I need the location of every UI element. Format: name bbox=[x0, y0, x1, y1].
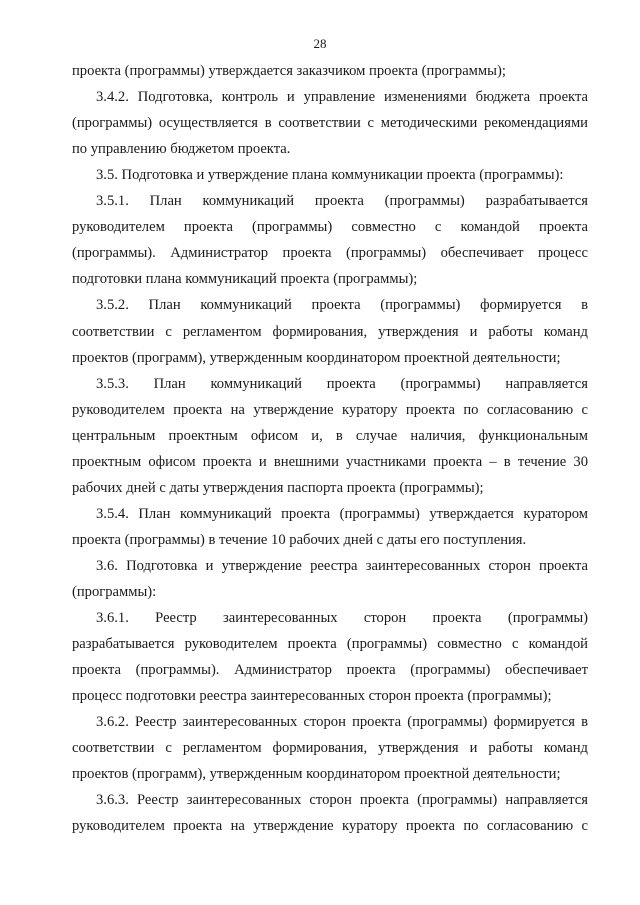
page-number: 28 bbox=[313, 36, 327, 51]
text-line-content: 3.5.2. План коммуникаций проекта (программы) формируется в bbox=[96, 297, 588, 314]
text-line-content: 3.5. Подготовка и утверждение плана коммуникации проекта (программы): bbox=[96, 167, 564, 184]
text-line-content: проектов (программ), утвержденным координатором проектной деятельности; bbox=[72, 349, 561, 366]
text-line-content: 3.6.1. Реестр заинтересованных сторон проекта (программы) bbox=[96, 610, 588, 627]
text-line-content: 3.5.4. План коммуникаций проекта (программы) утверждается куратором bbox=[96, 505, 588, 522]
text-line bbox=[96, 557, 588, 575]
text-line-content: проекта (программы) утверждается заказчиком проекта (программы); bbox=[72, 63, 506, 79]
text-line bbox=[72, 635, 588, 653]
text-line bbox=[72, 765, 588, 783]
text-line-content: 3.6.3. Реестр заинтересованных сторон проекта (программы) направляется bbox=[96, 792, 588, 809]
text-line bbox=[72, 270, 588, 288]
text-line-content: проектов (программ), утвержденным координатором проектной деятельности; bbox=[72, 766, 561, 783]
text-line bbox=[72, 323, 588, 341]
text-line-content: руководителем проекта на утверждение куратору проекта по согласованию с bbox=[72, 818, 588, 835]
text-line-content: соответствии с регламентом формирования, утверждения и работы команд bbox=[72, 740, 588, 757]
text-line-content: 3.5.1. План коммуникаций проекта (программы) разрабатывается bbox=[96, 193, 588, 210]
text-line bbox=[96, 166, 588, 184]
text-line bbox=[72, 401, 588, 419]
text-line-content: проекта (программы). Администратор проекта (программы) обеспечивает bbox=[72, 662, 588, 679]
text-line-content: (программы) осуществляется в соответствии с методическими рекомендациями bbox=[72, 115, 588, 132]
text-line bbox=[72, 739, 588, 757]
text-line bbox=[96, 192, 588, 210]
text-line-content: руководителем проекта на утверждение куратору проекта по согласованию с bbox=[72, 401, 588, 418]
text-line-content: (программы): bbox=[72, 584, 157, 600]
text-line-content: по управлению бюджетом проекта. bbox=[72, 141, 291, 158]
text-line-content: центральным проектным офисом и, в случае наличия, функциональным bbox=[72, 427, 588, 444]
text-line bbox=[72, 687, 588, 705]
text-line bbox=[72, 427, 588, 445]
text-line bbox=[72, 479, 588, 497]
text-line-content: проекта (программы) в течение 10 рабочих дней с даты его поступления. bbox=[72, 531, 527, 548]
text-line bbox=[72, 140, 588, 158]
text-line-content: проектным офисом проекта и внешними участниками проекта – в течение 30 bbox=[72, 453, 588, 470]
text-line-content: подготовки плана коммуникаций проекта (программы); bbox=[72, 271, 418, 288]
text-line-content: разрабатывается руководителем проекта (программы) совместно с командой bbox=[72, 636, 588, 653]
text-line bbox=[72, 244, 588, 262]
text-line bbox=[96, 505, 588, 523]
text-line bbox=[96, 375, 588, 393]
text-line bbox=[96, 296, 588, 314]
text-line-content: 3.6.2. Реестр заинтересованных сторон проекта (программы) формируется в bbox=[96, 714, 588, 731]
text-line bbox=[96, 791, 588, 809]
text-line bbox=[72, 531, 588, 549]
text-line bbox=[72, 453, 588, 471]
text-line-content: процесс подготовки реестра заинтересованных сторон проекта (программы); bbox=[72, 688, 552, 705]
text-line-content: рабочих дней с даты утверждения паспорта проекта (программы); bbox=[72, 479, 484, 496]
text-line bbox=[72, 114, 588, 132]
text-line-content: 3.5.3. План коммуникаций проекта (программы) направляется bbox=[96, 375, 588, 392]
text-line bbox=[72, 583, 588, 601]
text-line bbox=[72, 817, 588, 835]
text-line bbox=[72, 349, 588, 367]
text-line-content: (программы). Администратор проекта (программы) обеспечивает процесс bbox=[72, 245, 588, 262]
text-line-content: 3.6. Подготовка и утверждение реестра заинтересованных сторон проекта bbox=[96, 557, 588, 574]
text-line bbox=[72, 218, 588, 236]
text-line bbox=[96, 88, 588, 106]
text-line bbox=[96, 609, 588, 627]
text-line bbox=[72, 661, 588, 679]
text-line-content: соответствии с регламентом формирования, утверждения и работы команд bbox=[72, 323, 588, 340]
text-line bbox=[72, 62, 588, 80]
text-line bbox=[96, 713, 588, 731]
text-line-content: 3.4.2. Подготовка, контроль и управление изменениями бюджета проекта bbox=[96, 89, 588, 106]
text-line-content: руководителем проекта (программы) совместно с командой проекта bbox=[72, 219, 588, 236]
